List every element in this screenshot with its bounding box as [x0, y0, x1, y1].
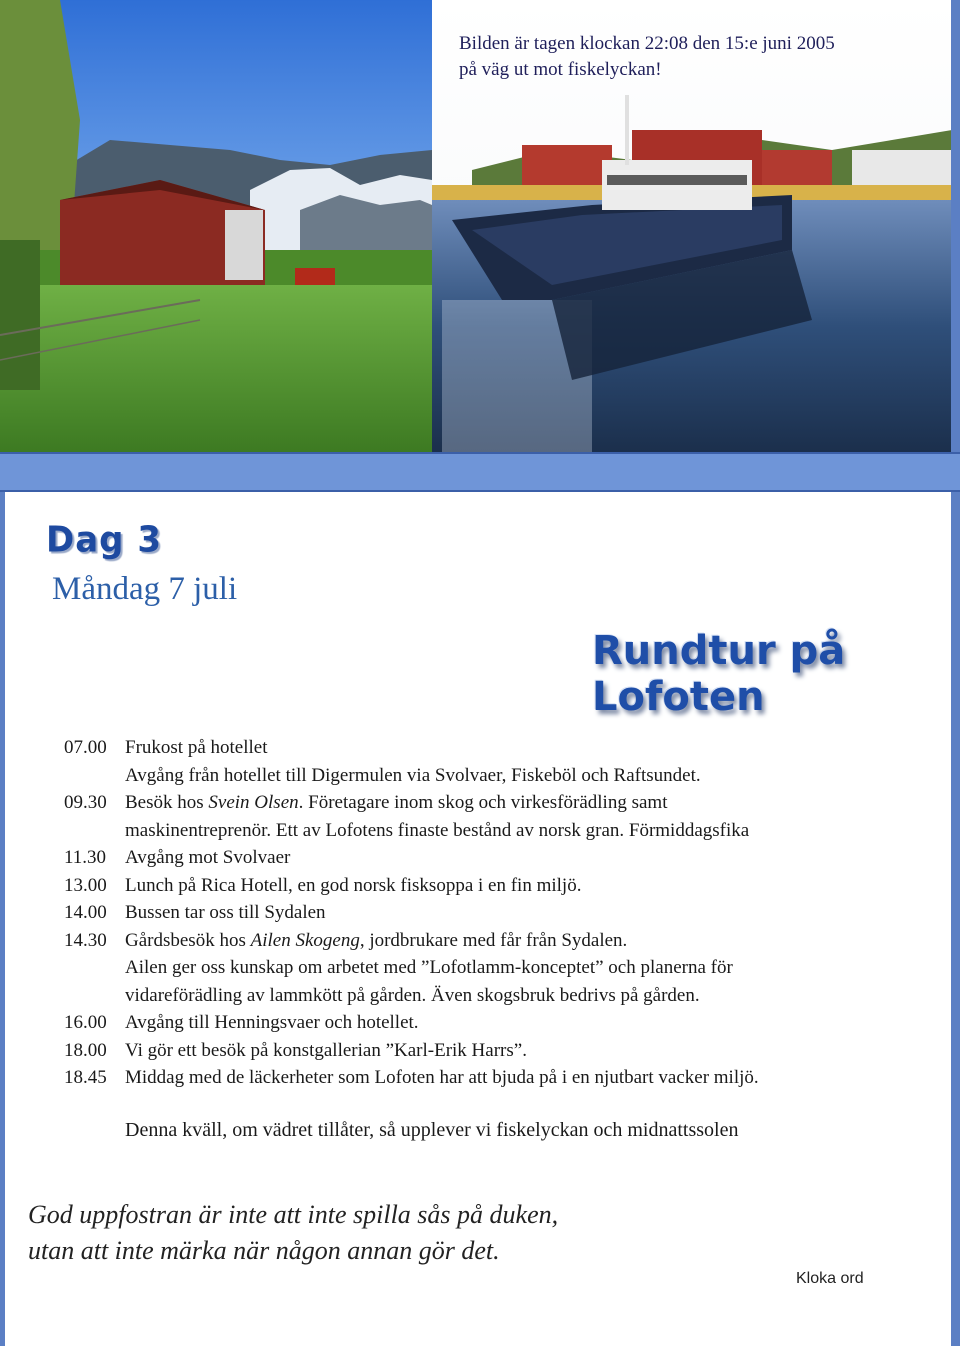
schedule-time: 07.00 [64, 737, 107, 758]
schedule-time: 14.00 [64, 902, 107, 923]
schedule [64, 734, 924, 1092]
text-segment: Besök hos [125, 792, 209, 813]
schedule-description [125, 734, 924, 789]
schedule-row [64, 1064, 924, 1092]
schedule-description [125, 1037, 924, 1065]
schedule-time: 14.30 [64, 929, 107, 951]
date-title: Måndag 7 juli [52, 571, 238, 607]
schedule-description [125, 1009, 924, 1037]
schedule-description [125, 1064, 924, 1092]
schedule-line: Frukost på hotellet [125, 737, 268, 758]
schedule-row [64, 734, 924, 789]
schedule-time: 18.00 [64, 1039, 107, 1061]
schedule-row [64, 1009, 924, 1037]
schedule-time: 13.00 [64, 874, 107, 896]
quote-line-2: utan att inte märka när någon annan gör det. [28, 1236, 500, 1265]
schedule-row [64, 1037, 924, 1065]
left-border-bar [0, 492, 5, 1346]
schedule-description [125, 844, 924, 872]
schedule-line [125, 789, 924, 817]
blue-divider-band [0, 452, 960, 492]
day-logo: Dag 3 [46, 519, 162, 561]
photo-caption [459, 31, 929, 83]
caption-line-2: på väg ut mot fiskelyckan! [459, 59, 662, 80]
farm-photo [0, 0, 432, 452]
closing-note: Denna kväll, om vädret tillåter, så upplever vi fiskelyckan och midnattssolen [125, 1119, 739, 1141]
text-segment: . Företagare inom skog och virkesförädling samt [298, 792, 668, 813]
schedule-row [64, 872, 924, 900]
schedule-description [125, 899, 924, 927]
schedule-line: Avgång mot Svolvaer [125, 847, 291, 868]
tour-logo: Rundtur på Lofoten [592, 628, 846, 720]
schedule-line: vidareförädling av lammkött på gården. Även skogsbruk bedrivs på gården. [125, 984, 700, 1006]
schedule-line: Ailen ger oss kunskap om arbetet med ”Lofotlamm-konceptet” och planerna för [125, 957, 733, 978]
caption-line-1: Bilden är tagen klockan 22:08 den 15:e juni 2005 [459, 33, 835, 54]
schedule-line: Vi gör ett besök på konstgallerian ”Karl-Erik Harrs”. [125, 1039, 527, 1061]
quote-line-1: God uppfostran är inte att inte spilla sås på duken, [28, 1200, 559, 1229]
text-segment: , jordbrukare med får från Sydalen. [359, 929, 628, 951]
schedule-line [125, 927, 924, 955]
text-segment: Gårdsbesök hos [125, 929, 251, 951]
schedule-line: Avgång från hotellet till Digermulen via Svolvaer, Fiskeböl och Raftsundet. [125, 764, 701, 786]
person-name: Svein Olsen [208, 792, 299, 813]
schedule-row [64, 844, 924, 872]
schedule-line: Bussen tar oss till Sydalen [125, 902, 326, 923]
schedule-line: Avgång till Henningsvaer och hotellet. [125, 1012, 419, 1033]
quote [28, 1197, 558, 1269]
schedule-line: maskinentreprenör. Ett av Lofotens finaste bestånd av norsk gran. Förmiddagsfika [125, 819, 750, 841]
schedule-description [125, 927, 924, 1010]
schedule-line: Lunch på Rica Hotell, en god norsk fisksoppa i en fin miljö. [125, 874, 582, 896]
quote-source: Kloka ord [796, 1270, 864, 1287]
schedule-line: Middag med de läckerheter som Lofoten har att bjuda på i en njutbart vacker miljö. [125, 1067, 759, 1088]
schedule-time: 18.45 [64, 1067, 107, 1088]
schedule-time: 09.30 [64, 792, 107, 813]
schedule-row [64, 789, 924, 844]
schedule-row [64, 927, 924, 1010]
schedule-description [125, 872, 924, 900]
schedule-time: 16.00 [64, 1012, 107, 1033]
person-name: Ailen Skogeng [250, 929, 360, 951]
schedule-row [64, 899, 924, 927]
schedule-description [125, 789, 924, 844]
schedule-time: 11.30 [64, 847, 107, 868]
